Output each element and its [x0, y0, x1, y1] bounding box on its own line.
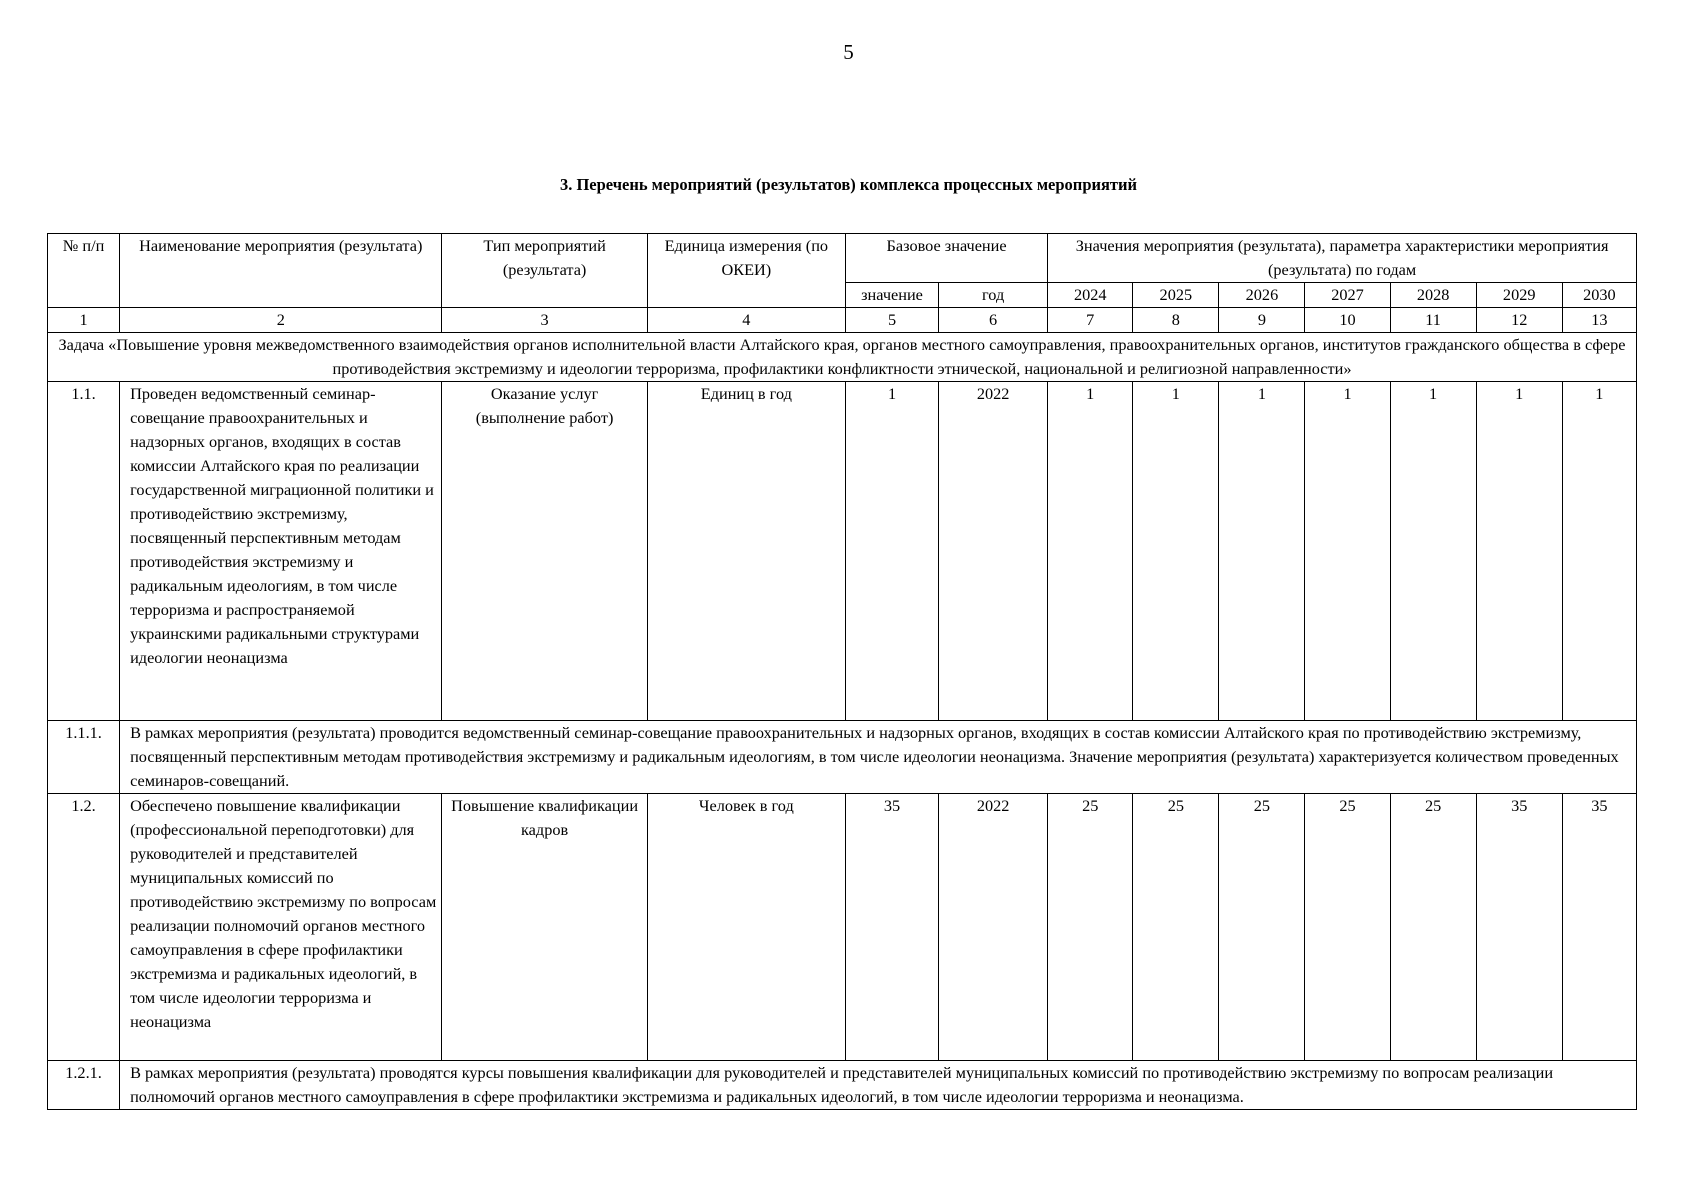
header-type: Тип мероприятий (результата) [442, 234, 647, 308]
subrow-text: В рамках мероприятия (результата) проводятся курсы повышения квалификации для руководителей и представителей муниципальных комиссий по противодействию экстремизму по вопросам реализации полномочий органов местного самоуправления в сфере профилактики экстремизма и радикальных идеологий, в том числе идеологии терроризма и неонацизма. [120, 1061, 1637, 1110]
table-subrow [48, 1061, 1637, 1110]
header-base: Базовое значение [845, 234, 1047, 283]
column-number: 6 [939, 308, 1048, 333]
row-name: Обеспечено повышение квалификации (профессиональной переподготовки) для руководителей и представителей муниципальных комиссий по противодействию экстремизму по вопросам реализации полномочий органов местного самоуправления в сфере профилактики экстремизма и радикальных идеологий, в том числе идеологии терроризма и неонацизма [120, 794, 442, 1061]
header-year: 2030 [1562, 283, 1636, 308]
page-number: 5 [843, 40, 854, 64]
row-num: 1.2. [48, 794, 120, 1061]
header-year: 2029 [1476, 283, 1562, 308]
table-subrow [48, 721, 1637, 794]
row-base-year: 2022 [939, 794, 1048, 1061]
column-number: 4 [647, 308, 845, 333]
subrow-num: 1.1.1. [48, 721, 120, 794]
column-number: 11 [1390, 308, 1476, 333]
header-base-value: значение [845, 283, 938, 308]
row-unit: Человек в год [647, 794, 845, 1061]
measures-table [47, 233, 1637, 1110]
header-values-group: Значения мероприятия (результата), параметра характеристики мероприятия (результата) по годам [1048, 234, 1637, 283]
row-value: 1 [1219, 382, 1305, 721]
header-year: 2025 [1133, 283, 1219, 308]
header-unit: Единица измерения (по ОКЕИ) [647, 234, 845, 308]
column-number: 3 [442, 308, 647, 333]
row-value: 35 [1476, 794, 1562, 1061]
row-base-year: 2022 [939, 382, 1048, 721]
row-base-value: 35 [845, 794, 938, 1061]
column-number: 9 [1219, 308, 1305, 333]
column-number: 8 [1133, 308, 1219, 333]
subrow-num: 1.2.1. [48, 1061, 120, 1110]
header-num: № п/п [48, 234, 120, 308]
row-value: 1 [1048, 382, 1133, 721]
row-type: Оказание услуг (выполнение работ) [442, 382, 647, 721]
column-number: 1 [48, 308, 120, 333]
subrow-text: В рамках мероприятия (результата) проводится ведомственный семинар-совещание правоохранительных и надзорных органов, входящих в состав комиссии Алтайского края по противодействию экстремизму, посвященный перспективным методам противодействия экстремизму и радикальным идеологиям, в том числе идеологии неонацизма. Значение мероприятия (результата) характеризуется количеством проведенных семинаров-совещаний. [120, 721, 1637, 794]
row-num: 1.1. [48, 382, 120, 721]
header-year: 2026 [1219, 283, 1305, 308]
section-title: 3. Перечень мероприятий (результатов) комплекса процессных мероприятий [559, 175, 1138, 194]
row-unit: Единиц в год [647, 382, 845, 721]
header-row [48, 234, 1637, 283]
column-number: 7 [1048, 308, 1133, 333]
row-value: 25 [1048, 794, 1133, 1061]
header-year: 2024 [1048, 283, 1133, 308]
row-value: 1 [1390, 382, 1476, 721]
row-value: 1 [1476, 382, 1562, 721]
task-row [48, 333, 1637, 382]
column-number: 12 [1476, 308, 1562, 333]
task-text: Задача «Повышение уровня межведомственного взаимодействия органов исполнительной власти Алтайского края, органов местного самоуправления, правоохранительных органов, институтов гражданского общества в сфере противодействия экстремизму и идеологии терроризма, профилактики конфликтности этнической, национальной и религиозной направленности» [48, 333, 1637, 382]
column-number: 5 [845, 308, 938, 333]
column-number: 10 [1305, 308, 1390, 333]
header-name: Наименование мероприятия (результата) [120, 234, 442, 308]
header-base-year: год [939, 283, 1048, 308]
header-year: 2028 [1390, 283, 1476, 308]
header-year: 2027 [1305, 283, 1390, 308]
row-value: 25 [1219, 794, 1305, 1061]
row-value: 25 [1305, 794, 1390, 1061]
row-base-value: 1 [845, 382, 938, 721]
column-number: 13 [1562, 308, 1636, 333]
row-name: Проведен ведомственный семинар-совещание правоохранительных и надзорных органов, входящих в состав комиссии Алтайского края по реализации государственной миграционной политики и противодействию экстремизму, посвященный перспективным методам противодействия экстремизму и радикальным идеологиям, в том числе терроризма и распространяемой украинскими радикальными структурами идеологии неонацизма [120, 382, 442, 721]
row-value: 35 [1562, 794, 1636, 1061]
column-number: 2 [120, 308, 442, 333]
column-numbers-row [48, 308, 1637, 333]
row-value: 25 [1133, 794, 1219, 1061]
row-value: 1 [1305, 382, 1390, 721]
row-value: 1 [1562, 382, 1636, 721]
row-value: 25 [1390, 794, 1476, 1061]
table-row [48, 382, 1637, 721]
table-row [48, 794, 1637, 1061]
row-value: 1 [1133, 382, 1219, 721]
row-type: Повышение квалификации кадров [442, 794, 647, 1061]
